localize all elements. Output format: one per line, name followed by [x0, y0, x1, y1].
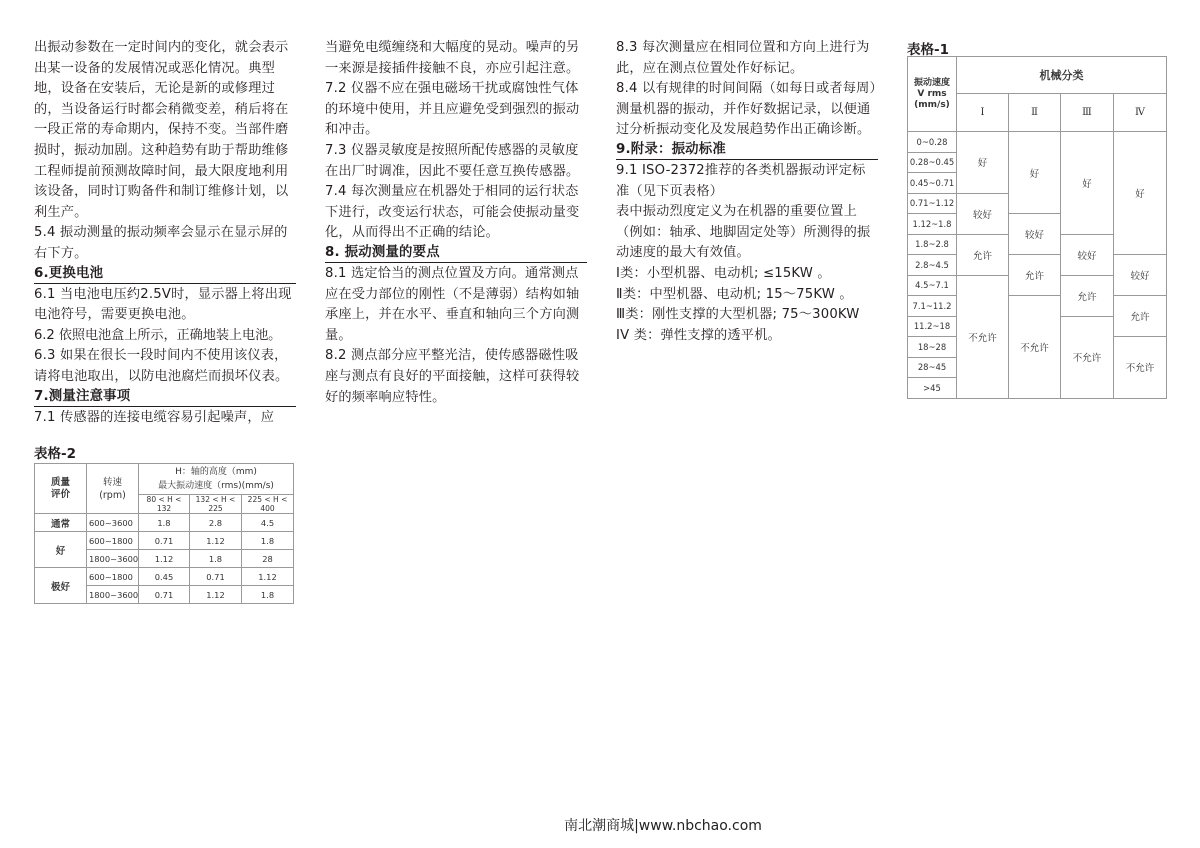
table-1-title: 表格-1	[907, 42, 949, 58]
speed-header	[87, 464, 139, 514]
velocity-range: 4.5~7.1	[908, 275, 957, 296]
class-4-header: Ⅳ	[1114, 94, 1167, 132]
machine-class-1: Ⅰ类：小型机器、电动机; ≤15KW 。	[616, 265, 831, 281]
machine-class-header: 机械分类	[957, 57, 1167, 94]
value-cell: 0.45	[139, 568, 190, 586]
grade-cell: 不允许	[957, 275, 1009, 398]
grade-cell: 较好	[1061, 234, 1114, 275]
h-range-1: 80 < H < 132	[139, 495, 190, 514]
value-cell: 1.8	[242, 586, 294, 604]
shaft-height-header-line2: 最大振动速度（rms)(mm/s)	[158, 481, 274, 491]
velocity-range: 0~0.28	[908, 132, 957, 153]
text-column-1	[34, 38, 296, 428]
value-cell: 0.71	[190, 568, 242, 586]
value-cell: 1.8	[139, 514, 190, 532]
grade-cell: 较好	[1009, 214, 1061, 255]
value-cell: 0.71	[139, 586, 190, 604]
quality-cell: 极好	[35, 568, 87, 604]
quality-header-line1: 质量	[50, 476, 70, 488]
shaft-height-header	[139, 464, 294, 495]
machine-class-3: Ⅲ类：刚性支撑的大型机器; 75～300KW	[616, 307, 860, 323]
grade-cell: 好	[1061, 132, 1114, 235]
speed-header-label: 转速	[102, 476, 122, 488]
value-cell: 1.8	[242, 532, 294, 550]
grade-cell: 允许	[1009, 255, 1061, 296]
grade-cell: 不允许	[1009, 296, 1061, 399]
paragraph-7-1: 7.1 传感器的连接电缆容易引起噪声，应	[34, 409, 275, 425]
velocity-range: 2.8~4.5	[908, 255, 957, 276]
vibration-standard-table	[907, 56, 1167, 399]
rpm-cell: 600~1800	[87, 532, 139, 550]
class-3-header: Ⅲ	[1061, 94, 1114, 132]
h-range-3: 225 < H < 400	[242, 495, 294, 514]
paragraph-7-2: 7.2 仪器不应在强电磁场干扰或腐蚀性气体的环境中使用，并且应避免受到强烈的振动和冲击。	[325, 81, 580, 138]
paragraph-7-3: 7.3 仪器灵敏度是按照所配传感器的灵敏度在出厂时调准，因此不要任意互换传感器。	[325, 142, 580, 179]
quality-header-line2: 评价	[50, 488, 70, 500]
section-heading-9: 9.附录：振动标准	[616, 141, 878, 160]
class-1-header: Ⅰ	[957, 94, 1009, 132]
machine-class-4: IV 类：弹性支撑的透平机。	[616, 327, 781, 343]
paragraph-8-2: 8.2 测点部分应平整光洁，使传感器磁性吸座与测点有良好的平面接触，这样可获得较好的频率响应特性。	[325, 348, 580, 405]
quality-header	[35, 464, 87, 514]
text-column-3	[616, 38, 878, 346]
grade-cell: 不允许	[1114, 337, 1167, 399]
paragraph-7-1-continued: 当避免电缆缠绕和大幅度的晃动。噪声的另一来源是接插件接触不良，亦应引起注意。	[325, 40, 580, 76]
paragraph-trend: 出振动参数在一定时间内的变化，就会表示出某一设备的发展情况或恶化情况。典型地，设备在安装后，无论是新的或修理过的，当设备运行时都会稍微变差，稍后将在一段正常的寿命期内，保持不变。当部件磨损时，振动加剧。这种趋势有助于帮助维修工程师提前预测故障时间，最大限度地利用该设备，同时订购备件和制订维修计划，以利生产。	[34, 40, 289, 220]
paragraph-6-1: 6.1 当电池电压约2.5V时，显示器上将出现电池符号，需要更换电池。	[34, 286, 292, 323]
velocity-range: 0.28~0.45	[908, 152, 957, 173]
grade-cell: 好	[1009, 132, 1061, 214]
value-cell: 1.8	[190, 550, 242, 568]
velocity-range: 0.45~0.71	[908, 173, 957, 194]
paragraph-5-4: 5.4 振动测量的振动频率会显示在显示屏的右下方。	[34, 225, 288, 261]
velocity-header-unit2: (mm/s)	[914, 99, 950, 110]
shaft-height-vibration-table	[34, 463, 294, 604]
grade-cell: 不允许	[1061, 316, 1114, 398]
value-cell: 0.71	[139, 532, 190, 550]
table-row	[35, 568, 294, 586]
class-2-header: Ⅱ	[1009, 94, 1061, 132]
section-heading-6: 6.更换电池	[34, 265, 296, 284]
velocity-range: 18~28	[908, 337, 957, 358]
rpm-cell: 600~3600	[87, 514, 139, 532]
quality-cell: 好	[35, 532, 87, 568]
velocity-range: 11.2~18	[908, 316, 957, 337]
text-column-2	[325, 38, 587, 408]
table-2-title: 表格-2	[34, 446, 76, 462]
paragraph-6-3: 6.3 如果在很长一段时间内不使用该仪表，请将电池取出，以防电池腐烂而损坏仪表。	[34, 348, 289, 384]
value-cell: 1.12	[242, 568, 294, 586]
rpm-cell: 600~1800	[87, 568, 139, 586]
paragraph-8-3: 8.3 每次测量应在相同位置和方向上进行为此，应在测点位置处作好标记。	[616, 40, 870, 76]
section-heading-8: 8. 振动测量的要点	[325, 244, 587, 263]
rpm-cell: 1800~3600	[87, 550, 139, 568]
grade-cell: 允许	[1114, 296, 1167, 337]
paragraph-9-2: 表中振动烈度定义为在机器的重要位置上（例如：轴承、地脚固定处等）所测得的振动速度的最大有效值。	[616, 204, 871, 261]
grade-cell: 好	[1114, 132, 1167, 255]
velocity-range: 1.8~2.8	[908, 234, 957, 255]
value-cell: 1.12	[139, 550, 190, 568]
paragraph-8-1: 8.1 选定恰当的测点位置及方向。通常测点应在受力部位的刚性（不是薄弱）结构如轴承座上，并在水平、垂直和轴向三个方向测量。	[325, 265, 580, 343]
paragraph-8-4: 8.4 以有规律的时间间隔（如每日或者每周）测量机器的振动，并作好数据记录，以便通过分析振动变化及发展趋势作出正确诊断。	[616, 81, 877, 138]
paragraph-7-4: 7.4 每次测量应在机器处于相同的运行状态下进行，改变运行状态，可能会使振动量变化，从而得出不正确的结论。	[325, 184, 580, 241]
value-cell: 1.12	[190, 532, 242, 550]
velocity-range: 1.12~1.8	[908, 214, 957, 235]
paragraph-6-2: 6.2 依照电池盒上所示，正确地装上电池。	[34, 327, 282, 343]
speed-header-unit: (rpm)	[99, 489, 126, 501]
grade-cell: 较好	[1114, 255, 1167, 296]
grade-cell: 允许	[957, 234, 1009, 275]
rpm-cell: 1800~3600	[87, 586, 139, 604]
value-cell: 1.12	[190, 586, 242, 604]
machine-class-2: Ⅱ类：中型机器、电动机; 15～75KW 。	[616, 286, 853, 302]
velocity-header-unit1: V rms	[917, 88, 947, 99]
value-cell: 2.8	[190, 514, 242, 532]
velocity-range: >45	[908, 378, 957, 399]
velocity-header-label: 振动速度	[913, 77, 950, 88]
velocity-range: 7.1~11.2	[908, 296, 957, 317]
footer-watermark: 南北潮商城|www.nbchao.com	[564, 818, 762, 834]
grade-cell: 允许	[1061, 275, 1114, 316]
grade-cell: 好	[957, 132, 1009, 194]
table-row	[35, 532, 294, 550]
table-row	[35, 514, 294, 532]
velocity-header	[908, 57, 957, 132]
h-range-2: 132 < H < 225	[190, 495, 242, 514]
paragraph-9-1: 9.1 ISO-2372推荐的各类机器振动评定标准（见下页表格）	[616, 162, 866, 199]
velocity-range: 28~45	[908, 357, 957, 378]
shaft-height-header-line1: H：轴的高度（mm)	[175, 467, 257, 477]
value-cell: 4.5	[242, 514, 294, 532]
quality-cell: 通常	[35, 514, 87, 532]
value-cell: 28	[242, 550, 294, 568]
grade-cell: 较好	[957, 193, 1009, 234]
section-heading-7: 7.测量注意事项	[34, 388, 296, 407]
velocity-range: 0.71~1.12	[908, 193, 957, 214]
